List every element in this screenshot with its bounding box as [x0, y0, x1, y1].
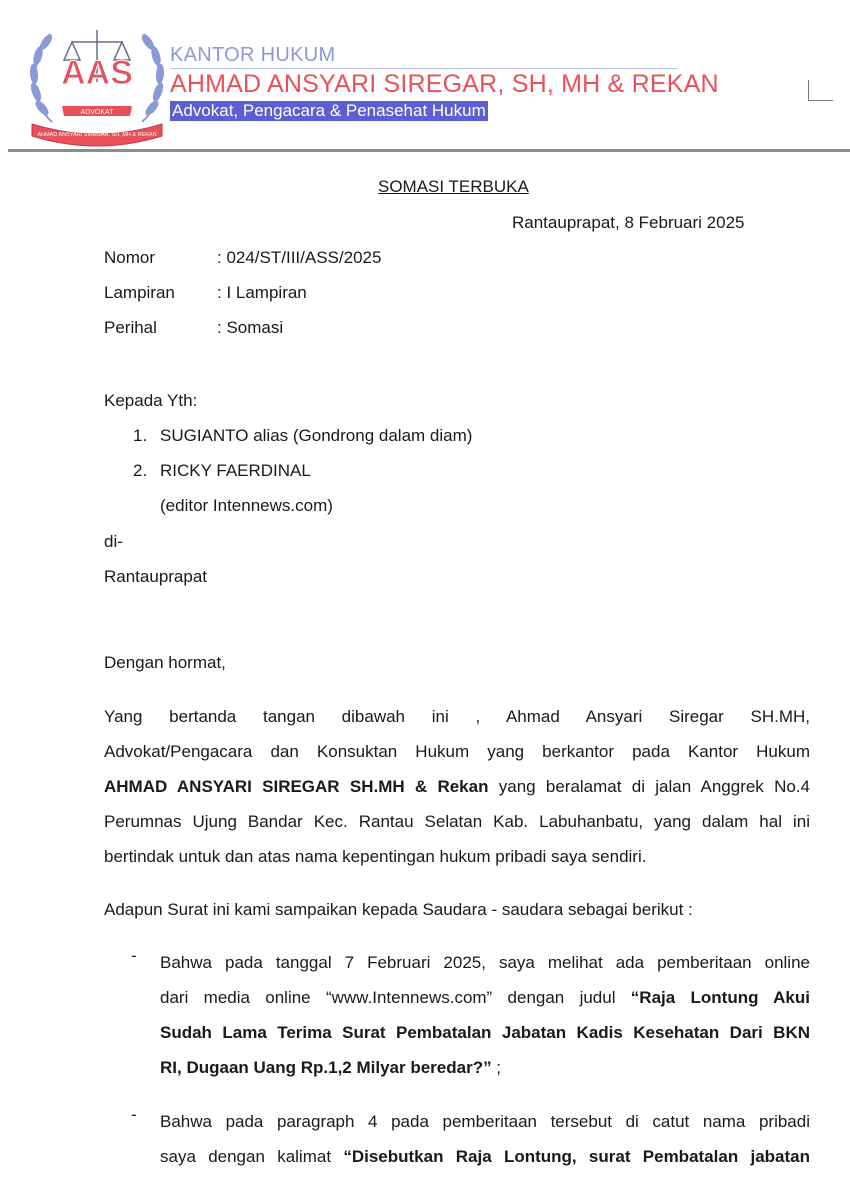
- recipient-di: di-: [104, 532, 123, 551]
- recipient-number: 2.: [133, 461, 148, 480]
- meta-value-lampiran: : I Lampiran: [217, 283, 307, 302]
- recipient-place: Rantauprapat: [104, 567, 208, 586]
- article-title-bold: “Raja Lontung Akui: [630, 988, 810, 1007]
- firm-name-bold: AHMAD ANSYARI SIREGAR SH.MH & Rekan: [104, 777, 489, 796]
- article-title-bold: Sudah Lama Terima Surat Pembatalan Jabatan Kadis Kesehatan Dari BKN: [160, 1023, 810, 1042]
- svg-text:AHMAD ANSYARI SIREGAR, SH, MH: AHMAD ANSYARI SIREGAR, SH, MH & REKAN: [37, 132, 157, 138]
- recipient-name: SUGIANTO alias (Gondrong dalam diam): [160, 426, 473, 445]
- meta-label-nomor: Nomor: [104, 248, 156, 267]
- recipient-name: RICKY FAERDINAL: [160, 461, 311, 480]
- bullet-text: dari media online “www.Intennews.com” dengan judul: [160, 988, 631, 1007]
- header-divider: [170, 68, 678, 69]
- paragraph-text: yang beralamat di jalan Anggrek No.4: [488, 777, 810, 796]
- article-title-bold: RI, Dugaan Uang Rp.1,2 Milyar beredar?”: [160, 1058, 492, 1077]
- paragraph-line: Advokat/Pengacara dan Konsuktan Hukum yang berkantor pada Kantor Hukum: [104, 742, 810, 761]
- bullet-line: Bahwa pada tanggal 7 Februari 2025, saya melihat ada pemberitaan online: [160, 953, 810, 972]
- document-title: SOMASI TERBUKA: [378, 177, 529, 196]
- firm-tagline: Advokat, Pengacara & Penasehat Hukum: [172, 101, 486, 120]
- svg-text:AAS: AAS: [61, 54, 133, 92]
- bullet-line: Bahwa pada paragraph 4 pada pemberitaan tersebut di catut nama pribadi: [160, 1112, 810, 1131]
- logo-lettering: [22, 12, 172, 147]
- recipient-note: (editor Intennews.com): [160, 496, 333, 515]
- bullet-text: ;: [491, 1058, 502, 1077]
- meta-label-lampiran: Lampiran: [104, 283, 175, 302]
- bullet-dash: -: [131, 1105, 137, 1124]
- recipient-number: 1.: [133, 426, 148, 445]
- bullet-line: [160, 1139, 810, 1174]
- letterhead-rule: [8, 149, 850, 152]
- bullet-line: [160, 1015, 810, 1050]
- bullet-line: [160, 980, 810, 1015]
- firm-name: AHMAD ANSYARI SIREGAR, SH, MH & REKAN: [170, 70, 719, 98]
- office-label: KANTOR HUKUM: [170, 44, 336, 66]
- meta-value-perihal: : Somasi: [217, 318, 284, 337]
- recipient-intro: Kepada Yth:: [104, 391, 198, 410]
- paragraph-line: Yang bertanda tangan dibawah ini , Ahmad Ansyari Siregar SH.MH,: [104, 707, 810, 726]
- bullet-dash: -: [131, 946, 137, 965]
- bullet-line: [160, 1050, 810, 1085]
- paragraph-line: [104, 769, 810, 804]
- letterhead: [0, 0, 850, 160]
- place-date: Rantauprapat, 8 Februari 2025: [512, 213, 745, 232]
- quote-bold: “Disebutkan Raja Lontung, surat Pembatalan jabatan: [343, 1147, 810, 1166]
- page-corner-mark: [808, 80, 833, 101]
- paragraph-line: Perumnas Ujung Bandar Kec. Rantau Selatan Kab. Labuhanbatu, yang dalam hal ini: [104, 812, 810, 831]
- meta-value-nomor: : 024/ST/III/ASS/2025: [217, 248, 382, 267]
- paragraph-line: bertindak untuk dan atas nama kepentingan hukum pribadi saya sendiri.: [104, 847, 647, 866]
- paragraph-intro-points: Adapun Surat ini kami sampaikan kepada Saudara - saudara sebagai berikut :: [104, 900, 693, 919]
- greeting: Dengan hormat,: [104, 653, 226, 672]
- bullet-text: saya dengan kalimat: [160, 1147, 344, 1166]
- svg-text:ADVOKAT: ADVOKAT: [80, 109, 114, 116]
- meta-label-perihal: Perihal: [104, 318, 157, 337]
